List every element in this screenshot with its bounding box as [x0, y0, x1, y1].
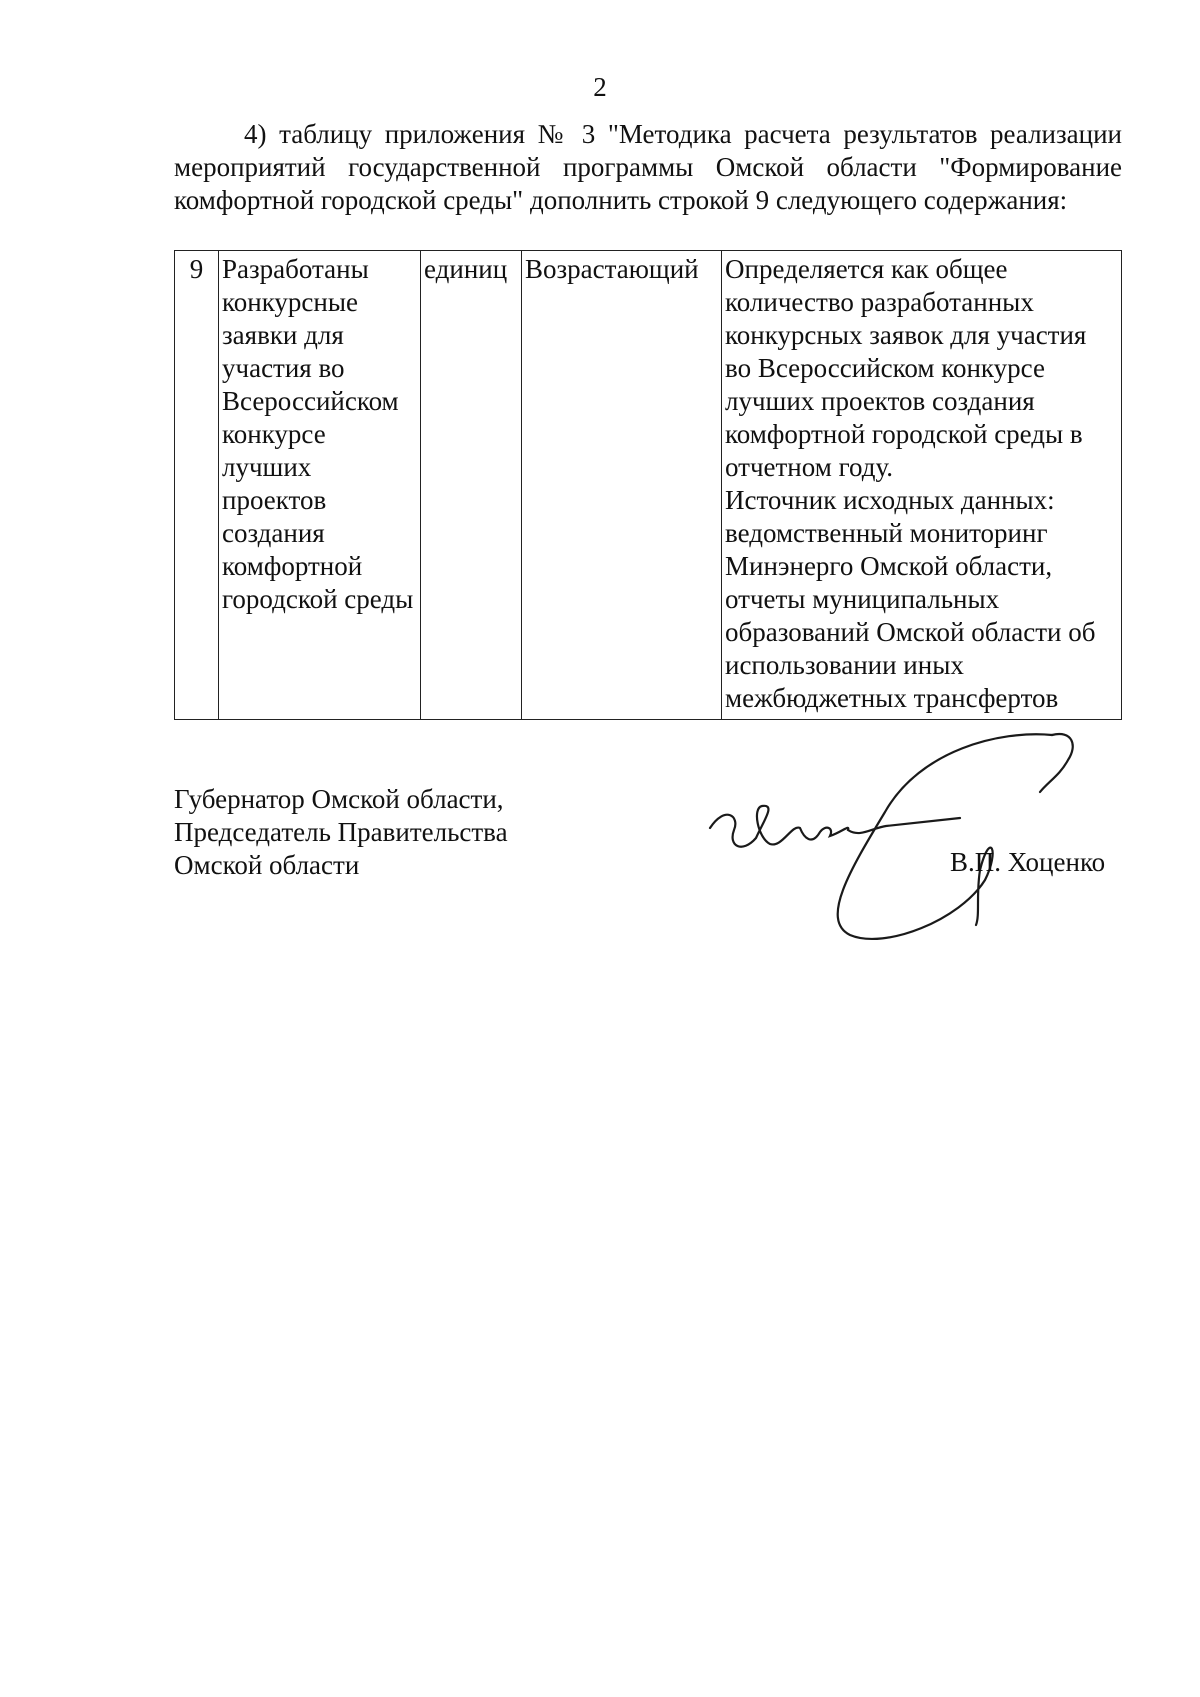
method-line: Определяется как общее	[725, 254, 1008, 284]
signatory-name: В.П. Хоценко	[950, 847, 1106, 877]
method-line: конкурсных заявок для участия	[725, 320, 1087, 350]
handwritten-signature	[700, 720, 1120, 960]
method-line: лучших проектов создания	[725, 386, 1035, 416]
unit-cell: единиц	[421, 251, 522, 720]
method-cell	[722, 251, 1122, 720]
indicator-name-cell: Разработаны конкурсные заявки для участия во Всероссийском конкурсе лучших проектов создания комфортной городской среды	[219, 251, 421, 720]
trend-cell: Возрастающий	[522, 251, 722, 720]
method-line: отчетном году.	[725, 452, 893, 482]
method-line: отчеты муниципальных	[725, 584, 1000, 614]
method-line: образований Омской области об	[725, 617, 1096, 647]
method-line: во Всероссийском конкурсе	[725, 353, 1045, 383]
method-line: межбюджетных трансфертов	[725, 683, 1059, 713]
signatory-title-line: Председатель Правительства	[174, 817, 508, 847]
amendment-table	[174, 250, 1122, 720]
method-line: ведомственный мониторинг	[725, 518, 1048, 548]
page-number: 2	[593, 72, 607, 102]
method-line: комфортной городской среды в	[725, 419, 1083, 449]
table-row	[175, 251, 1122, 720]
method-line: Минэнерго Омской области,	[725, 551, 1053, 581]
signatory-title	[174, 783, 508, 882]
signatory-title-line: Омской области	[174, 850, 360, 880]
signatory-title-line: Губернатор Омской области,	[174, 784, 504, 814]
intro-paragraph: 4) таблицу приложения № 3 "Методика расчета результатов реализации мероприятий государственной программы Омской области "Формирование комфортной городской среды" дополнить строкой 9 следующего содержания:	[174, 119, 1122, 215]
method-line: Источник исходных данных:	[725, 485, 1055, 515]
method-line: использовании иных	[725, 650, 964, 680]
row-number-cell: 9	[175, 251, 219, 720]
method-line: количество разработанных	[725, 287, 1034, 317]
